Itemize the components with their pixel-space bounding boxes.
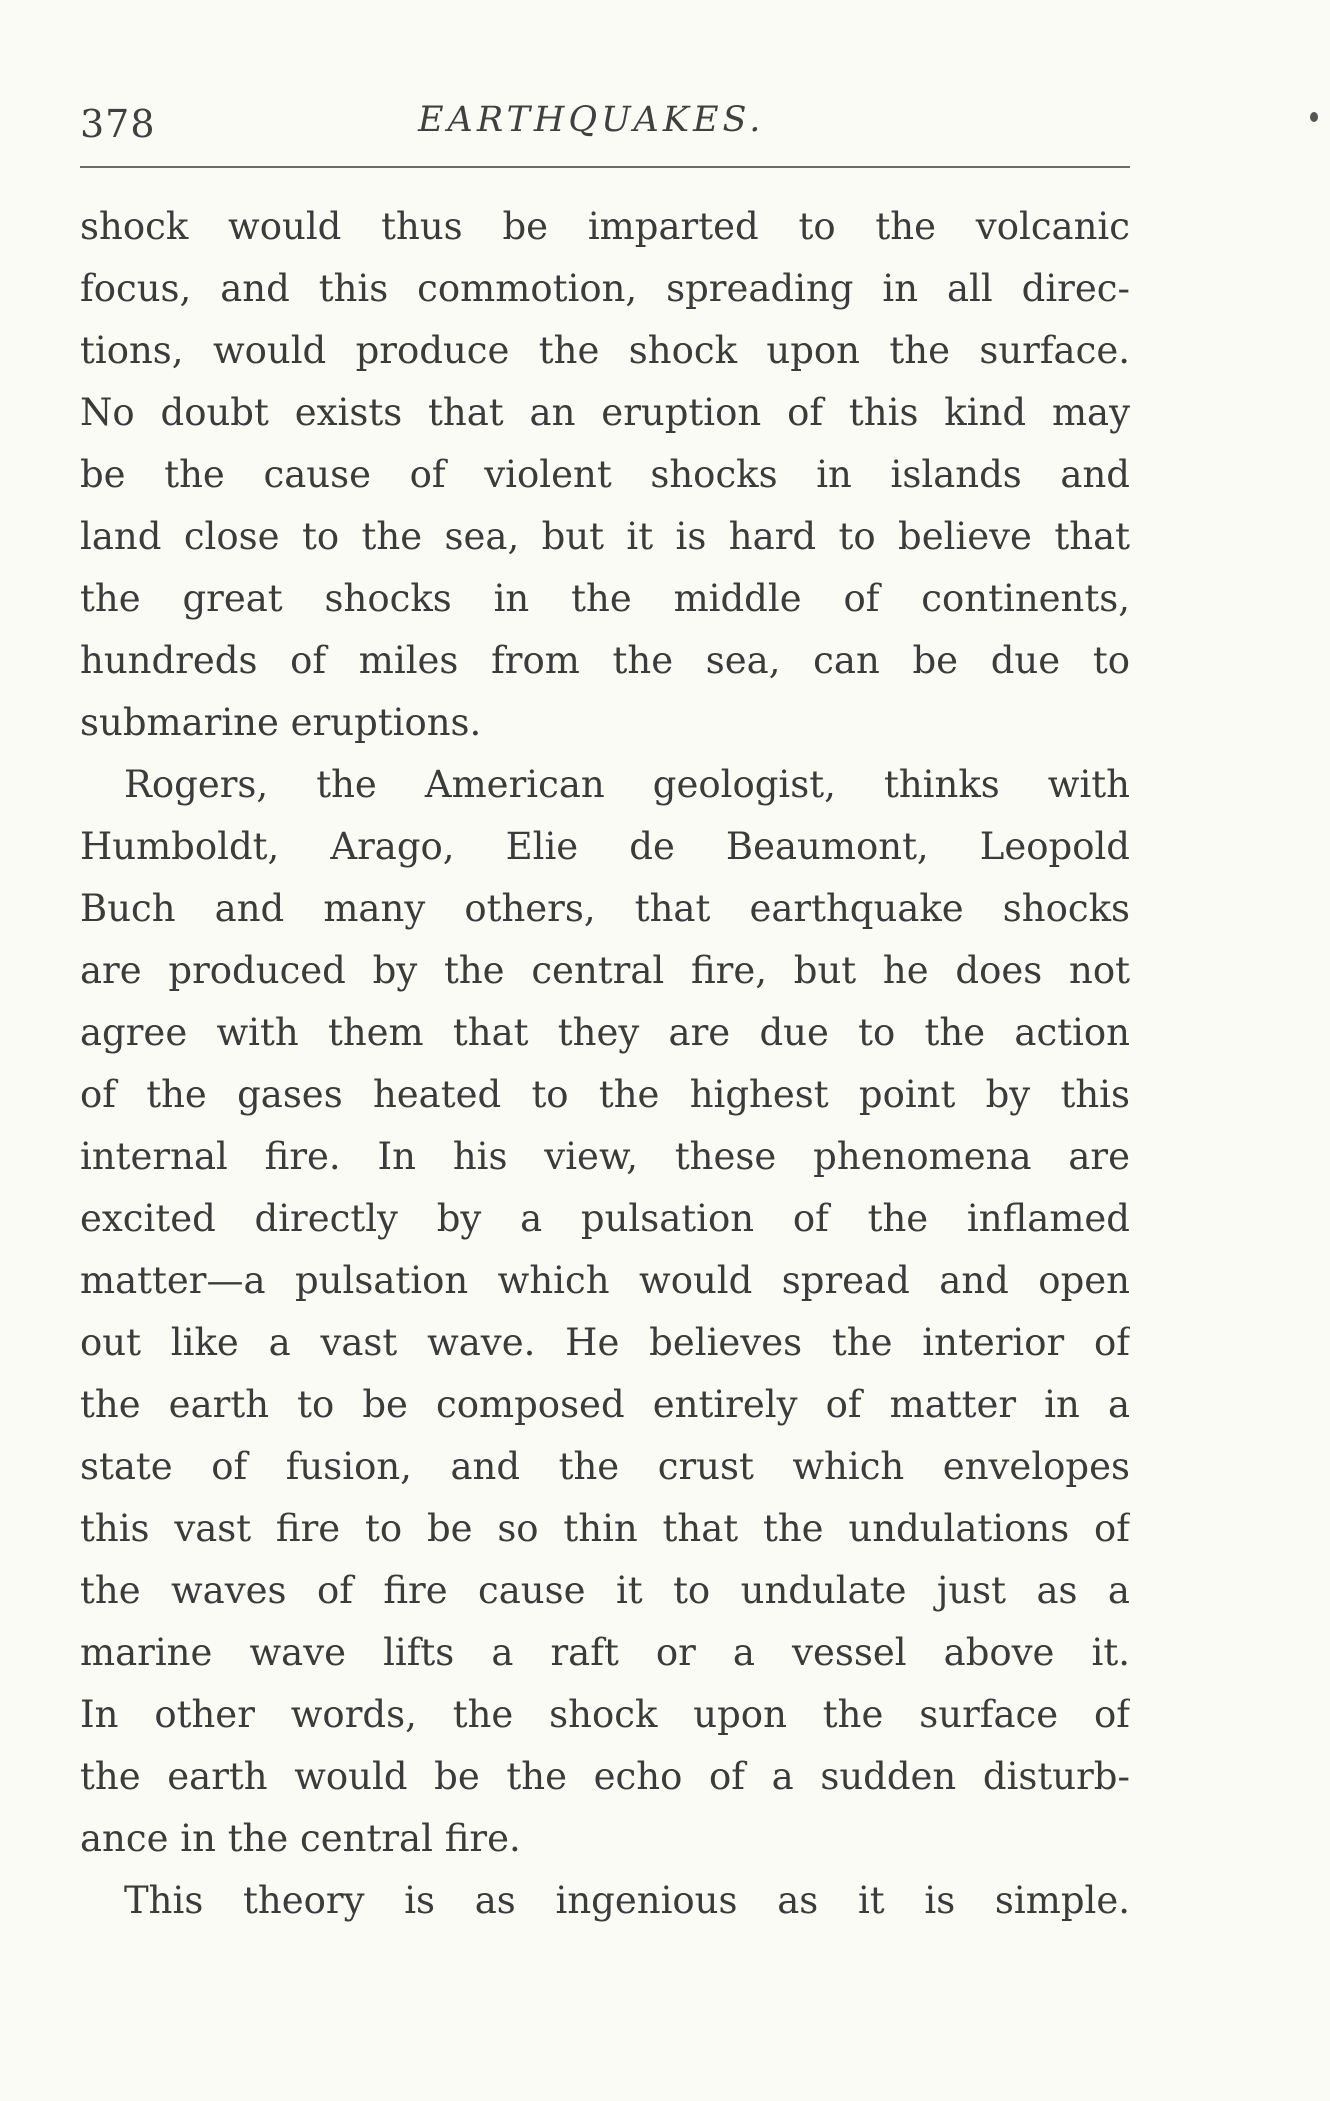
text-line: tions, would produce the shock upon the surface. bbox=[80, 329, 1130, 372]
text-line: are produced by the central fire, but he does not bbox=[80, 949, 1130, 992]
text-line: Humboldt, Arago, Elie de Beaumont, Leopold bbox=[80, 825, 1130, 868]
text-line: the great shocks in the middle of continents, bbox=[80, 577, 1130, 620]
text-line: be the cause of violent shocks in islands and bbox=[80, 453, 1130, 496]
text-line: agree with them that they are due to the action bbox=[80, 1011, 1130, 1054]
text-line: this vast fire to be so thin that the undulations of bbox=[80, 1507, 1130, 1550]
text-line: shock would thus be imparted to the volcanic bbox=[80, 205, 1130, 248]
text-line: submarine eruptions. bbox=[80, 701, 482, 744]
running-head: EARTHQUAKES. bbox=[418, 100, 765, 140]
text-line: Rogers, the American geologist, thinks with bbox=[124, 763, 1130, 806]
text-line: Buch and many others, that earthquake shocks bbox=[80, 887, 1130, 930]
text-line: the waves of fire cause it to undulate just as a bbox=[80, 1569, 1130, 1612]
body-text bbox=[80, 196, 1130, 1956]
text-line: state of fusion, and the crust which envelopes bbox=[80, 1445, 1130, 1488]
text-line: internal fire. In his view, these phenomena are bbox=[80, 1135, 1130, 1178]
text-line: In other words, the shock upon the surface of bbox=[80, 1693, 1130, 1736]
text-line: of the gases heated to the highest point by this bbox=[80, 1073, 1130, 1116]
text-line: excited directly by a pulsation of the inflamed bbox=[80, 1197, 1130, 1240]
text-line: matter—a pulsation which would spread and open bbox=[80, 1259, 1130, 1302]
text-line: out like a vast wave. He believes the interior of bbox=[80, 1321, 1130, 1364]
text-line: land close to the sea, but it is hard to believe that bbox=[80, 515, 1130, 558]
text-line: No doubt exists that an eruption of this kind may bbox=[80, 391, 1130, 434]
page-number: 378 bbox=[80, 102, 156, 146]
header-rule bbox=[80, 166, 1130, 168]
text-line: This theory is as ingenious as it is simple. bbox=[124, 1879, 1130, 1922]
text-line: hundreds of miles from the sea, can be due to bbox=[80, 639, 1130, 682]
text-line: ance in the central fire. bbox=[80, 1817, 521, 1860]
text-line: the earth to be composed entirely of matter in a bbox=[80, 1383, 1130, 1426]
text-line: focus, and this commotion, spreading in all direc- bbox=[80, 267, 1130, 310]
page-header bbox=[80, 96, 1130, 156]
margin-dot-mark bbox=[1310, 112, 1318, 122]
text-line: the earth would be the echo of a sudden disturb- bbox=[80, 1755, 1130, 1798]
text-line: marine wave lifts a raft or a vessel above it. bbox=[80, 1631, 1130, 1674]
